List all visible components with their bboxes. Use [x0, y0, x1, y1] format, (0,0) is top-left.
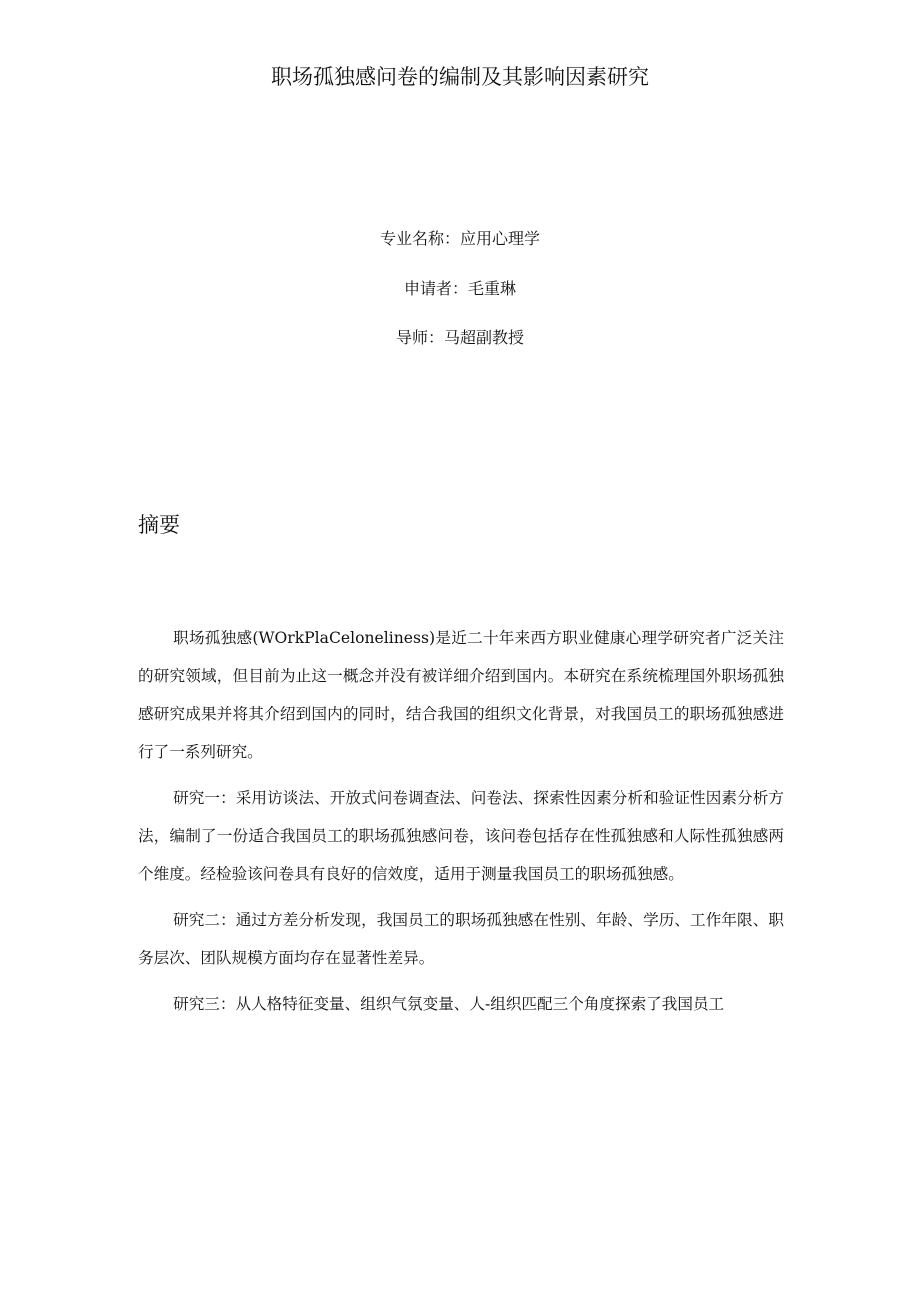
abstract-paragraph-1: 职场孤独感(WOrkPlaCeloneliness)是近二十年来西方职业健康心理学研究者广泛关注的研究领域，但目前为止这一概念并没有被详细介绍到国内。本研究在系统梳理国外职场孤独感研究成果并将其介绍到国内的同时，结合我国的组织文化背景，对我国员工的职场孤独感进行了一系列研究。 — [138, 629, 784, 761]
document-title: 职场孤独感问卷的编制及其影响因素研究 — [271, 65, 649, 89]
abstract-paragraph-2: 研究一：采用访谈法、开放式问卷调查法、问卷法、探索性因素分析和验证性因素分析方法，编制了一份适合我国员工的职场孤独感问卷，该问卷包括存在性孤独感和人际性孤独感两个维度。经检验该问卷具有良好的信效度，适用于测量我国员工的职场孤独感。 — [138, 789, 784, 883]
applicant-line: 申请者：毛重琳 — [403, 279, 516, 298]
abstract-paragraph-3: 研究二：通过方差分析发现，我国员工的职场孤独感在性别、年龄、学历、工作年限、职务层次、团队规模方面均存在显著性差异。 — [138, 911, 784, 967]
abstract-heading: 摘要 — [138, 513, 180, 537]
abstract-paragraph-4: 研究三：从人格特征变量、组织气氛变量、人-组织匹配三个角度探索了我国员工 — [173, 995, 725, 1013]
major-line: 专业名称：应用心理学 — [379, 229, 540, 248]
advisor-line: 导师：马超副教授 — [395, 328, 524, 347]
abstract-body — [138, 619, 784, 1031]
